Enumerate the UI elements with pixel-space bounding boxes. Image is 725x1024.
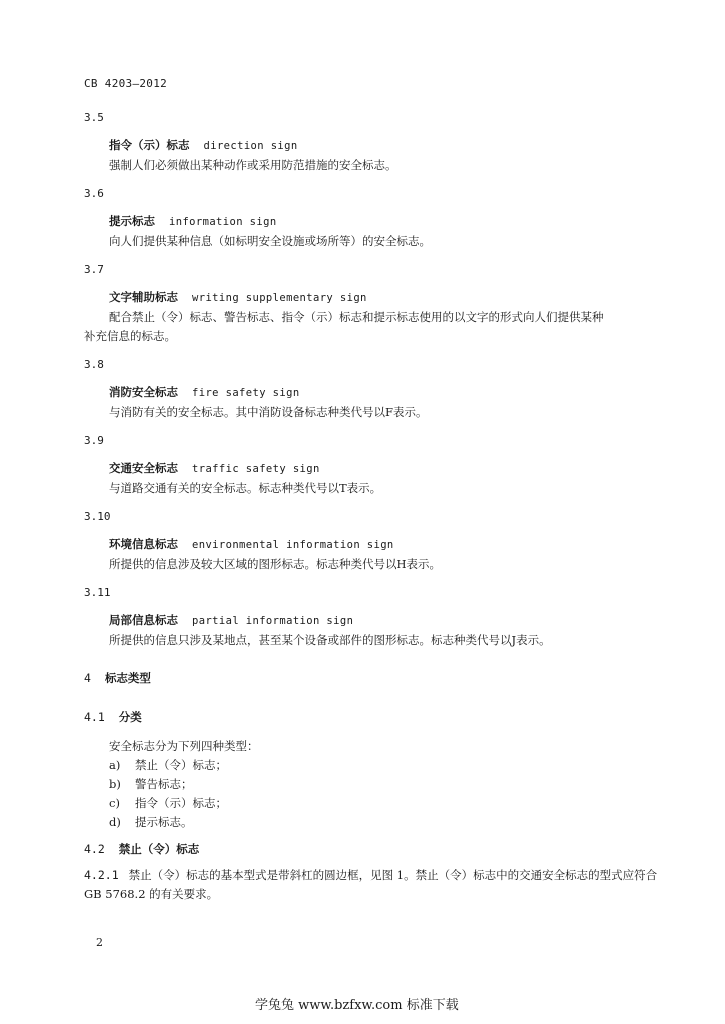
term-en: information sign xyxy=(169,216,277,228)
term-cn: 环境信息标志 xyxy=(109,537,178,551)
term-number: 3.8 xyxy=(84,358,104,371)
list-intro: 安全标志分为下列四种类型： xyxy=(109,739,259,753)
list-marker: b) xyxy=(109,777,121,791)
page-number: 2 xyxy=(96,936,103,949)
term-definition: 向人们提供某种信息（如标明安全设施或场所等）的安全标志。 xyxy=(109,234,431,248)
term-en: environmental information sign xyxy=(192,539,394,551)
term-en: writing supplementary sign xyxy=(192,292,367,304)
section-number: 4.2 xyxy=(84,842,105,856)
section-number: 4.1 xyxy=(84,710,105,724)
section-title: 分类 xyxy=(118,710,142,724)
term-cn: 指令（示）标志 xyxy=(109,138,190,152)
clause-number: 4.2.1 xyxy=(84,868,119,882)
clause-text: 禁止（令）标志的基本型式是带斜杠的圆边框，见图 1。禁止（令）标志中的交通安全标志的型式应符合 GB 5768.2 的有关要求。 xyxy=(84,868,658,901)
term-definition: 所提供的信息只涉及某地点，甚至某个设备或部件的图形标志。标志种类代号以J表示。 xyxy=(109,633,551,647)
term-en: fire safety sign xyxy=(192,387,300,399)
list-item-text: 警告标志； xyxy=(135,777,193,791)
term-title xyxy=(109,289,367,305)
term-number: 3.5 xyxy=(84,111,104,124)
list-item xyxy=(109,776,193,792)
term-number: 3.9 xyxy=(84,434,104,447)
term-number: 3.7 xyxy=(84,263,104,276)
term-definition: 配合禁止（令）标志、警告标志、指令（示）标志和提示标志使用的以文字的形式向人们提供某种 xyxy=(109,310,604,324)
section-title: 标志类型 xyxy=(104,671,151,685)
subsection-heading xyxy=(84,841,199,857)
term-definition: 所提供的信息涉及较大区域的图形标志。标志种类代号以H表示。 xyxy=(109,557,442,571)
term-title xyxy=(109,536,394,552)
list-marker: d) xyxy=(109,815,121,829)
term-cn: 提示标志 xyxy=(109,214,155,228)
term-definition: 与道路交通有关的安全标志。标志种类代号以T表示。 xyxy=(109,481,382,495)
term-title xyxy=(109,213,277,229)
term-definition: 强制人们必须做出某种动作或采用防范措施的安全标志。 xyxy=(109,158,397,172)
section-title: 禁止（令）标志 xyxy=(118,842,200,856)
list-item xyxy=(109,757,227,773)
term-cn: 文字辅助标志 xyxy=(109,290,178,304)
list-item-text: 指令（示）标志； xyxy=(135,796,227,810)
list-item xyxy=(109,795,227,811)
term-cn: 局部信息标志 xyxy=(109,613,178,627)
subsection-heading xyxy=(84,709,142,725)
term-number: 3.6 xyxy=(84,187,104,200)
term-en: partial information sign xyxy=(192,615,354,627)
term-number: 3.11 xyxy=(84,586,111,599)
watermark-footer: 学兔兔 www.bzfxw.com 标准下载 xyxy=(255,998,459,1013)
term-cn: 交通安全标志 xyxy=(109,461,178,475)
term-title xyxy=(109,612,353,628)
term-definition-continued: 补充信息的标志。 xyxy=(84,329,176,343)
section-heading xyxy=(84,670,151,686)
term-cn: 消防安全标志 xyxy=(109,385,178,399)
list-item-text: 禁止（令）标志； xyxy=(135,758,227,772)
term-en: traffic safety sign xyxy=(192,463,320,475)
list-item xyxy=(109,814,193,830)
list-marker: c) xyxy=(109,796,120,810)
clause-paragraph xyxy=(84,866,659,904)
term-title xyxy=(109,460,320,476)
list-item-text: 提示标志。 xyxy=(135,815,193,829)
term-en: direction sign xyxy=(203,140,298,152)
section-number: 4 xyxy=(84,671,91,685)
term-title xyxy=(109,137,298,153)
term-title xyxy=(109,384,300,400)
standard-header: CB 4203—2012 xyxy=(84,77,168,90)
term-number: 3.10 xyxy=(84,510,111,523)
list-marker: a) xyxy=(109,758,121,772)
term-definition: 与消防有关的安全标志。其中消防设备标志种类代号以F表示。 xyxy=(109,405,428,419)
